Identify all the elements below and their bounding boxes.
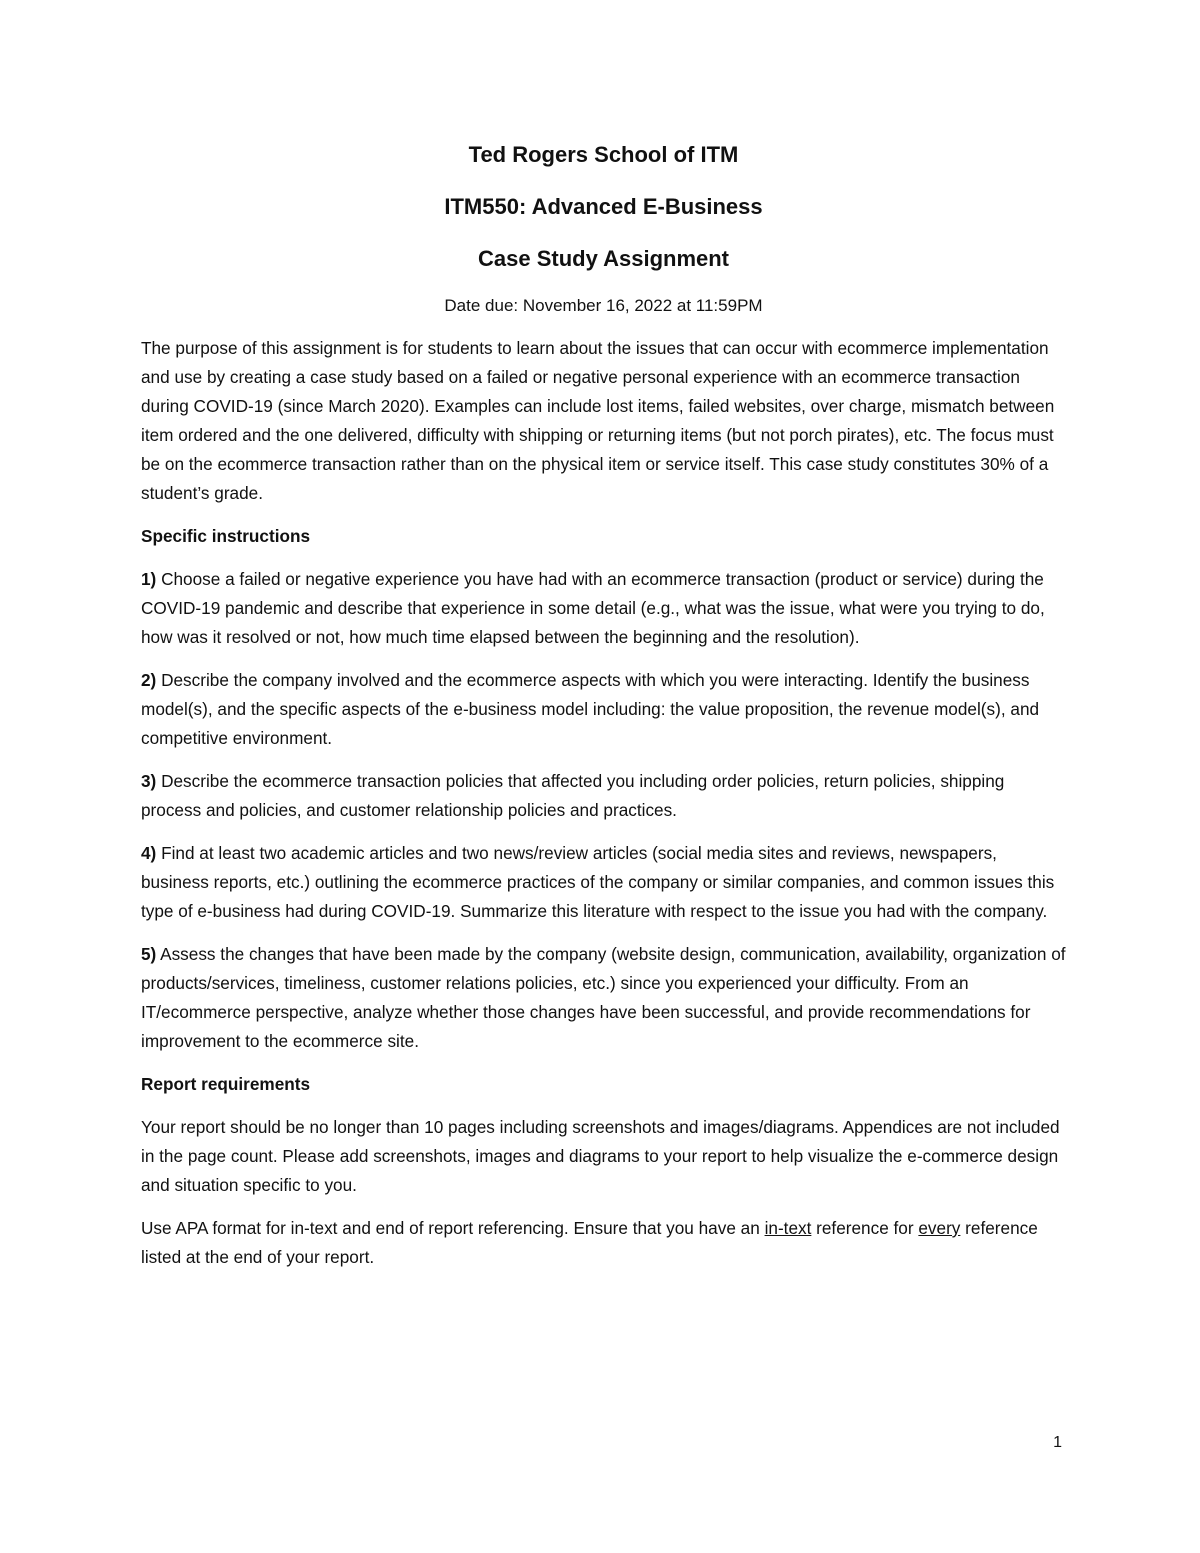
instruction-text: Describe the ecommerce transaction policies that affected you including order policies, return policies, shipping process and policies, and customer relationship policies and practices. — [141, 771, 1005, 820]
report-text: reference for — [811, 1218, 919, 1238]
instruction-text: Find at least two academic articles and two news/review articles (social media sites and reviews, newspapers, business reports, etc.) outlining the ecommerce practices of the company or similar companies, and common issues this type of e-business had during COVID-19. Summarize this literature with respect to the issue you had with the company. — [141, 843, 1055, 921]
course-title: ITM550: Advanced E-Business — [444, 194, 763, 219]
document-content — [141, 140, 1066, 1272]
instruction-item-1 — [141, 565, 1066, 652]
instruction-number: 3) — [141, 771, 157, 791]
underlined-every: every — [918, 1218, 961, 1238]
report-text: Use APA format for in-text and end of report referencing. Ensure that you have an — [141, 1218, 765, 1238]
instruction-text: Choose a failed or negative experience you have had with an ecommerce transaction (product or service) during the COVID-19 pandemic and describe that experience in some detail (e.g., what was the issue, what were you trying to do, how was it resolved or not, how much time elapsed between the beginning and the resolution). — [141, 569, 1045, 647]
instruction-item-4 — [141, 839, 1066, 926]
instruction-item-2 — [141, 666, 1066, 753]
page-number: 1 — [1053, 1434, 1062, 1451]
instruction-number: 2) — [141, 670, 157, 690]
school-title: Ted Rogers School of ITM — [468, 142, 739, 167]
report-text: reference listed at the end of your report. — [141, 1218, 1038, 1267]
report-paragraph-2 — [141, 1214, 1066, 1272]
instruction-number: 5) — [141, 944, 157, 964]
instruction-number: 4) — [141, 843, 157, 863]
report-paragraph-1: Your report should be no longer than 10 pages including screenshots and images/diagrams. Appendices are not included in the page count. Please add screenshots, images and diagrams to your report to help visualize the e-commerce design and situation specific to you. — [141, 1117, 1060, 1195]
report-requirements-heading: Report requirements — [141, 1074, 311, 1094]
assignment-title: Case Study Assignment — [477, 246, 730, 271]
instruction-number: 1) — [141, 569, 157, 589]
intro-paragraph: The purpose of this assignment is for students to learn about the issues that can occur with ecommerce implementation and use by creating a case study based on a failed or negative personal experience with an ecommerce transaction during COVID-19 (since March 2020). Examples can include lost items, failed websites, over charge, mismatch between item ordered and the one delivered, difficulty with shipping or returning items (but not porch pirates), etc. The focus must be on the ecommerce transaction rather than on the physical item or service itself. This case study constitutes 30% of a student’s grade. — [141, 338, 1055, 503]
underlined-in-text: in-text — [764, 1218, 812, 1238]
instruction-text: Describe the company involved and the ecommerce aspects with which you were interacting. Identify the business model(s), and the specific aspects of the e-business model including: the value proposition, the revenue model(s), and competitive environment. — [141, 670, 1040, 748]
date-due: Date due: November 16, 2022 at 11:59PM — [444, 296, 763, 315]
specific-instructions-heading: Specific instructions — [141, 526, 311, 546]
instruction-text: Assess the changes that have been made by the company (website design, communication, availability, organization of products/services, timeliness, customer relations policies, etc.) since you experienced your difficulty. From an IT/ecommerce perspective, analyze whether those changes have been successful, and provide recommendations for improvement to the ecommerce site. — [141, 944, 1066, 1051]
instruction-item-3 — [141, 767, 1066, 825]
instruction-item-5 — [141, 940, 1066, 1056]
